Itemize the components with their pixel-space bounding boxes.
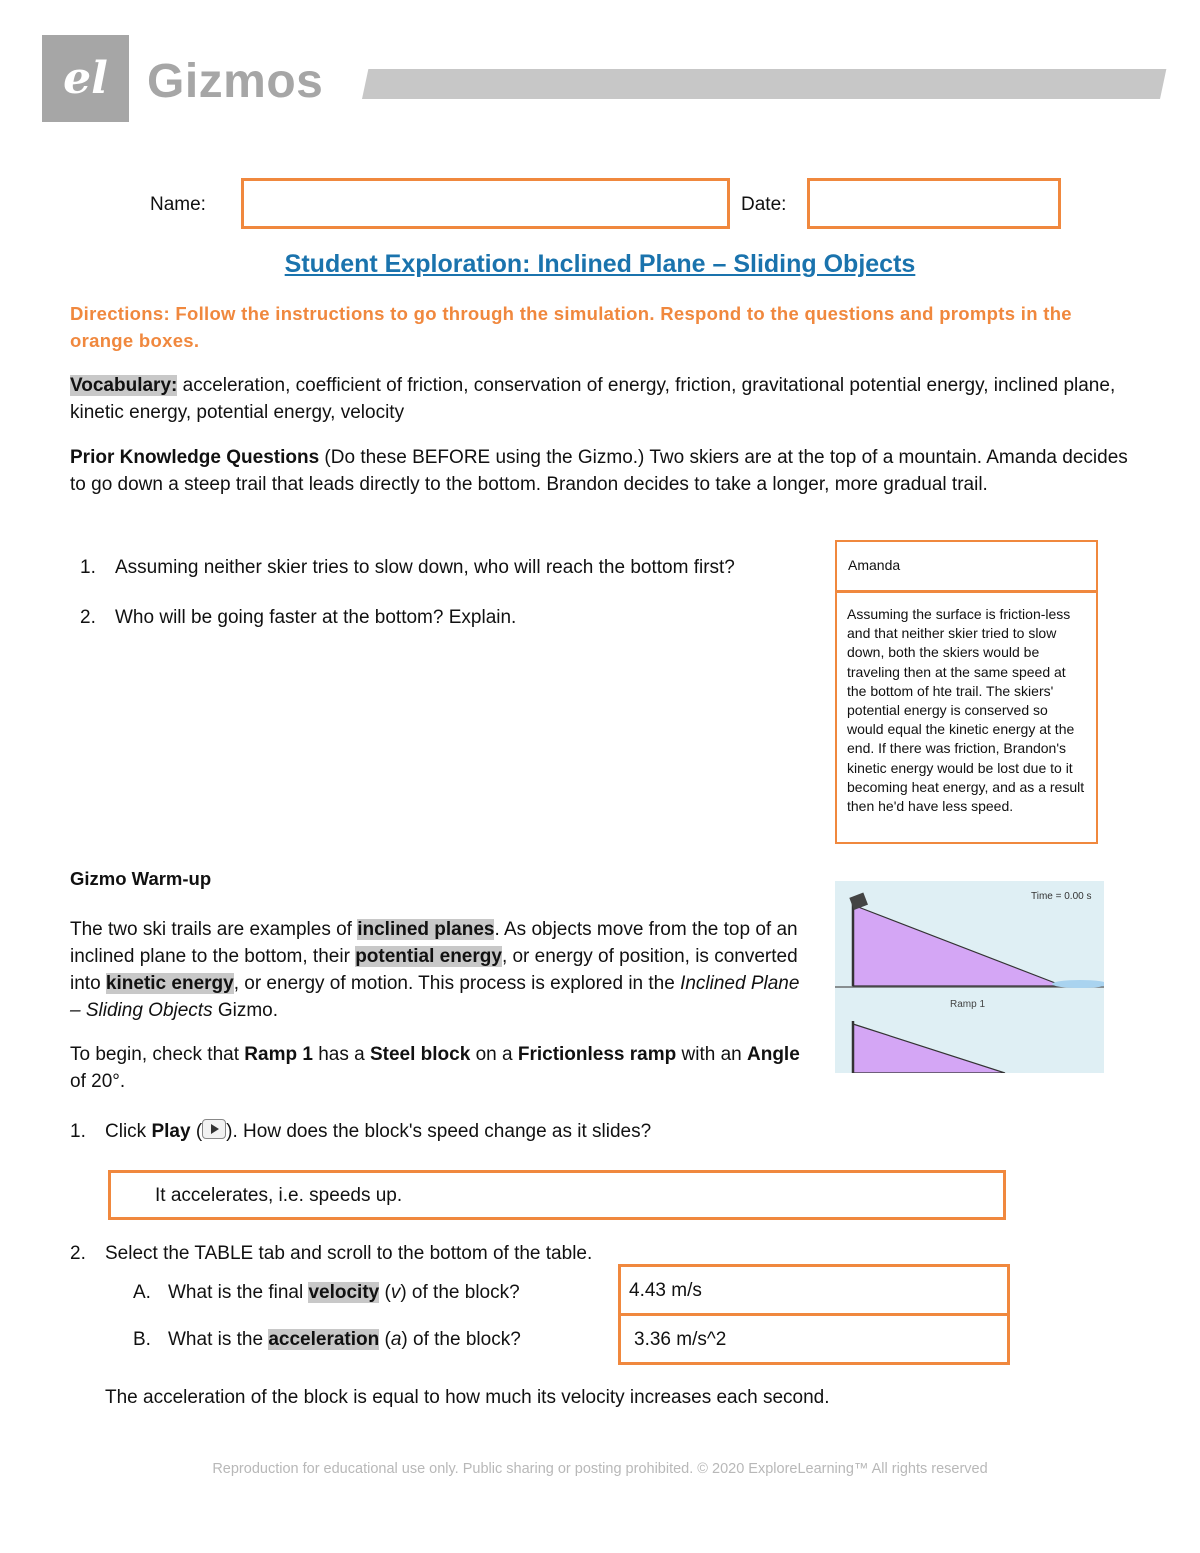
date-field[interactable] bbox=[807, 178, 1061, 229]
wu-q1-answer: It accelerates, i.e. speeds up. bbox=[155, 1185, 403, 1206]
pk-q2-number: 2. bbox=[80, 607, 96, 628]
wu-qb-answer-box[interactable] bbox=[618, 1313, 1010, 1365]
explorelearning-logo: el bbox=[42, 35, 129, 122]
wu-q2-number: 2. bbox=[70, 1243, 86, 1264]
pk-q1-answer-box[interactable] bbox=[835, 540, 1098, 592]
pk-q2-answer: Assuming the surface is friction-less and that neither skier tried to slow down, both the skiers would be traveling then at the same speed at the bottom of hte trail. The skiers' potential energy is conserved so would equal the kinetic energy at the end. If there was friction, Brandon's kinetic energy would be lost due to it becoming heat energy, and as a result then he'd have less speed. bbox=[847, 606, 1085, 815]
pk-q2-answer-box[interactable] bbox=[835, 591, 1098, 844]
vocabulary: Vocabulary: acceleration, coefficient of friction, conservation of energy, friction, gravitational potential energy, inclined plane, kinetic energy, potential energy, velocity bbox=[70, 375, 1116, 423]
pk-q2: Who will be going faster at the bottom? Explain. bbox=[115, 607, 517, 628]
wu-closing: The acceleration of the block is equal to how much its velocity increases each second. bbox=[105, 1387, 830, 1408]
page-title: Student Exploration: Inclined Plane – Sliding Objects bbox=[284, 250, 916, 278]
play-icon bbox=[202, 1119, 226, 1139]
prior-knowledge-heading: Prior Knowledge Questions bbox=[70, 447, 320, 468]
wu-qb: What is the acceleration (a) of the block? bbox=[168, 1329, 521, 1350]
term-kinetic-energy: kinetic energy bbox=[105, 973, 234, 994]
term-potential-energy: potential energy bbox=[355, 946, 502, 967]
gizmo-name: Inclined Plane – Sliding Objects bbox=[70, 973, 800, 1021]
ramp-illustration bbox=[835, 881, 1104, 1073]
name-label: Name: bbox=[150, 194, 206, 215]
wu-qa: What is the final velocity (v) of the block? bbox=[168, 1282, 520, 1303]
pk-q1: Assuming neither skier tries to slow down, who will reach the bottom first? bbox=[115, 557, 735, 578]
header-bar bbox=[362, 69, 1166, 99]
wu-qb-number: B. bbox=[133, 1329, 151, 1350]
wu-qa-answer: 4.43 m/s bbox=[629, 1280, 702, 1301]
name-field[interactable] bbox=[241, 178, 730, 229]
wu-qa-number: A. bbox=[133, 1282, 151, 1303]
wu-q1-number: 1. bbox=[70, 1121, 86, 1142]
pk-q1-number: 1. bbox=[80, 557, 96, 578]
vocabulary-label: Vocabulary: bbox=[70, 375, 178, 396]
directions: Directions: Follow the instructions to go through the simulation. Respond to the questions and prompts in the orange boxes. bbox=[70, 303, 1072, 351]
footer: Reproduction for educational use only. Public sharing or posting prohibited. © 2020 ExploreLearning™ All rights reserved bbox=[212, 1461, 988, 1477]
warmup-paragraph-1: The two ski trails are examples of inclined planes. As objects move from the top of an inclined plane to the bottom, their potential energy, or energy of position, is converted into kinetic energy, or energy of motion. This process is explored in the Inclined Plane – Sliding Objects Gizmo. bbox=[70, 919, 800, 1021]
warmup-paragraph-2: To begin, check that Ramp 1 has a Steel block on a Frictionless ramp with an Angle of 20°. bbox=[70, 1044, 800, 1092]
simulation-screenshot bbox=[835, 881, 1104, 1073]
wu-qb-answer: 3.36 m/s^2 bbox=[634, 1329, 727, 1350]
warmup-heading: Gizmo Warm-up bbox=[70, 868, 212, 889]
wu-q1-answer-box[interactable] bbox=[108, 1170, 1006, 1220]
date-label: Date: bbox=[741, 194, 787, 215]
wu-q2: Select the TABLE tab and scroll to the bottom of the table. bbox=[105, 1243, 593, 1264]
term-velocity: velocity bbox=[308, 1282, 380, 1303]
wu-q1: Click Play ( ). How does the block's speed change as it slides? bbox=[105, 1121, 652, 1142]
term-acceleration: acceleration bbox=[268, 1329, 380, 1350]
sim-ramp-label: Ramp 1 bbox=[950, 999, 986, 1010]
pk-q1-answer: Amanda bbox=[848, 557, 901, 573]
sim-time-readout: Time = 0.00 s bbox=[1031, 891, 1092, 902]
brand-title: Gizmos bbox=[147, 55, 324, 108]
prior-knowledge-intro: Prior Knowledge Questions (Do these BEFORE using the Gizmo.) Two skiers are at the top of a mountain. Amanda decides to go down a steep trail that leads directly to the bottom. Brandon decides to take a longer, more gradual trail. bbox=[70, 447, 1128, 495]
wu-qa-answer-box[interactable] bbox=[618, 1264, 1010, 1316]
term-inclined-planes: inclined planes bbox=[357, 919, 495, 940]
